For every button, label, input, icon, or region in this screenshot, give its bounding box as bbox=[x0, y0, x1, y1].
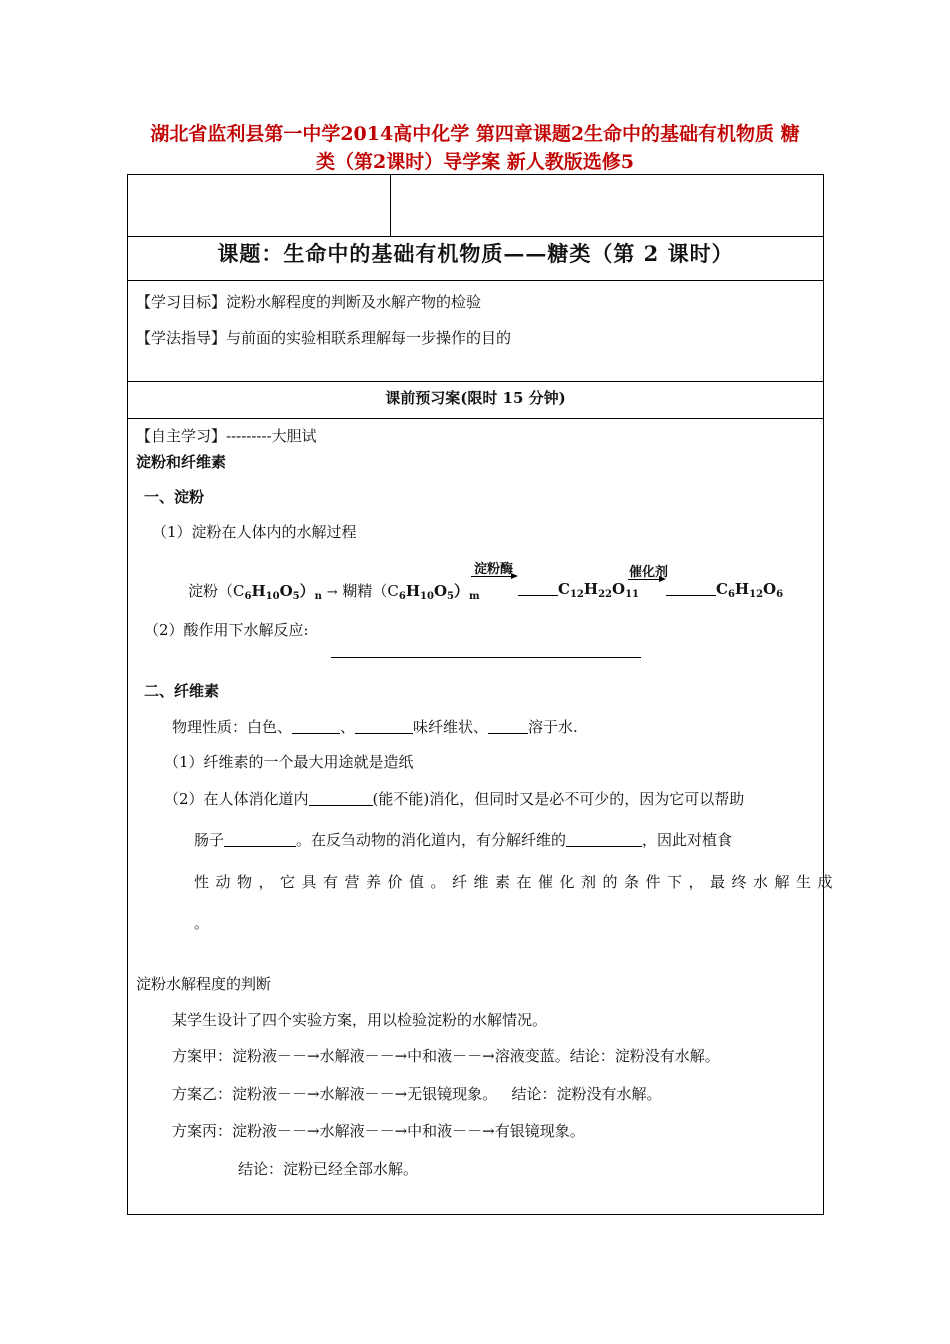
method-text: 与前面的实验相联系理解每一步操作的目的 bbox=[226, 329, 512, 347]
physical-prefix: 物理性质：白色、 bbox=[172, 718, 293, 736]
eq-enzyme-label: 淀粉酶 bbox=[474, 562, 514, 577]
cellulose-item-2-line3: 性动物，它具有营养价值。纤维素在催化剂的条件下，最终水解生成 bbox=[194, 873, 840, 891]
eq-arrow-2 bbox=[628, 579, 664, 580]
eq-starch-text: 淀粉（C bbox=[188, 582, 245, 600]
cellulose-item-2-line2 bbox=[194, 829, 732, 850]
cellulose-item-2d: 。在反刍动物的消化道内，有分解纤维的 bbox=[296, 831, 567, 849]
objective-row bbox=[136, 291, 481, 312]
physical-middle: 味纤维状、 bbox=[413, 718, 489, 736]
judgement-intro: 某学生设计了四个实验方案，用以检验淀粉的水解情况。 bbox=[172, 1011, 548, 1029]
document-title-line2: 类（第2课时）导学案 新人教版选修5 bbox=[315, 151, 635, 173]
method-label: 【学法指导】 bbox=[136, 329, 227, 347]
eq-catalyst-label: 催化剂 bbox=[629, 565, 669, 580]
cellulose-item-1: （1）纤维素的一个最大用途就是造纸 bbox=[164, 753, 414, 771]
cellulose-item-2 bbox=[164, 788, 744, 809]
section-cellulose-title: 二、纤维素 bbox=[144, 682, 220, 700]
method-row bbox=[136, 327, 511, 348]
starch-item-2: （2）酸作用下水解反应: bbox=[144, 621, 309, 639]
section-judgement-title: 淀粉水解程度的判断 bbox=[136, 975, 272, 993]
starch-item-1: （1）淀粉在人体内的水解过程 bbox=[152, 523, 357, 541]
cellulose-item-2e: ，因此对植食 bbox=[642, 831, 733, 849]
section-starch-title: 一、淀粉 bbox=[144, 488, 205, 506]
objective-label: 【学习目标】 bbox=[136, 293, 227, 311]
topic-heading: 课题：生命中的基础有机物质——糖类（第 2 课时） bbox=[217, 241, 734, 266]
plan-a: 方案甲：淀粉液－－→水解液－－→中和液－－→溶液变蓝。结论：淀粉没有水解。 bbox=[172, 1047, 720, 1065]
row-divider-3 bbox=[128, 381, 823, 382]
physical-end: 溶于水. bbox=[528, 718, 578, 736]
acid-hydrolysis-blank bbox=[331, 657, 641, 658]
plan-c: 方案丙：淀粉液－－→水解液－－→中和液－－→有银镜现象。 bbox=[172, 1122, 585, 1140]
cellulose-item-2a: （2）在人体消化道内 bbox=[164, 790, 309, 808]
cellulose-item-2c: 肠子 bbox=[194, 831, 225, 849]
cellulose-item-2b: (能不能)消化，但同时又是必不可少的，因为它可以帮助 bbox=[372, 790, 745, 808]
physical-separator: 、 bbox=[340, 718, 356, 736]
header-cell-divider bbox=[390, 175, 391, 236]
plan-b: 方案乙：淀粉液－－→水解液－－→无银镜现象。 结论：淀粉没有水解。 bbox=[172, 1085, 662, 1103]
eq-arrow-1 bbox=[471, 576, 516, 577]
eq-dextrin-text: 糊精（C bbox=[342, 582, 399, 600]
eq-glucose: $C_6H_{12}O_6$ bbox=[666, 580, 783, 600]
row-divider-4 bbox=[128, 418, 823, 419]
self-study-label: 【自主学习】---------大胆试 bbox=[136, 427, 317, 445]
section-starch-cellulose: 淀粉和纤维素 bbox=[136, 453, 227, 471]
preview-heading: 课前预习案(限时 15 分钟) bbox=[385, 389, 566, 407]
document-title bbox=[90, 120, 860, 176]
eq-maltose: $C_{12}H_{22}O_{11}$ bbox=[518, 580, 639, 600]
plan-c-conclusion: 结论：淀粉已经全部水解。 bbox=[238, 1160, 419, 1178]
cellulose-item-2-line4: 。 bbox=[194, 914, 210, 932]
starch-equation-full: 淀粉$(C_6H_{10}O_5)_n$ → 糊精$(C_6H_{10}O_5)_m$ bbox=[188, 580, 484, 602]
worksheet-table bbox=[127, 174, 840, 1215]
objective-text: 淀粉水解程度的判断及水解产物的检验 bbox=[226, 293, 482, 311]
physical-properties bbox=[172, 716, 578, 737]
row-divider-1 bbox=[128, 236, 823, 237]
document-title-line1: 湖北省监利县第一中学2014高中化学 第四章课题2生命中的基础有机物质 糖 bbox=[150, 123, 800, 145]
row-divider-2 bbox=[128, 280, 823, 281]
